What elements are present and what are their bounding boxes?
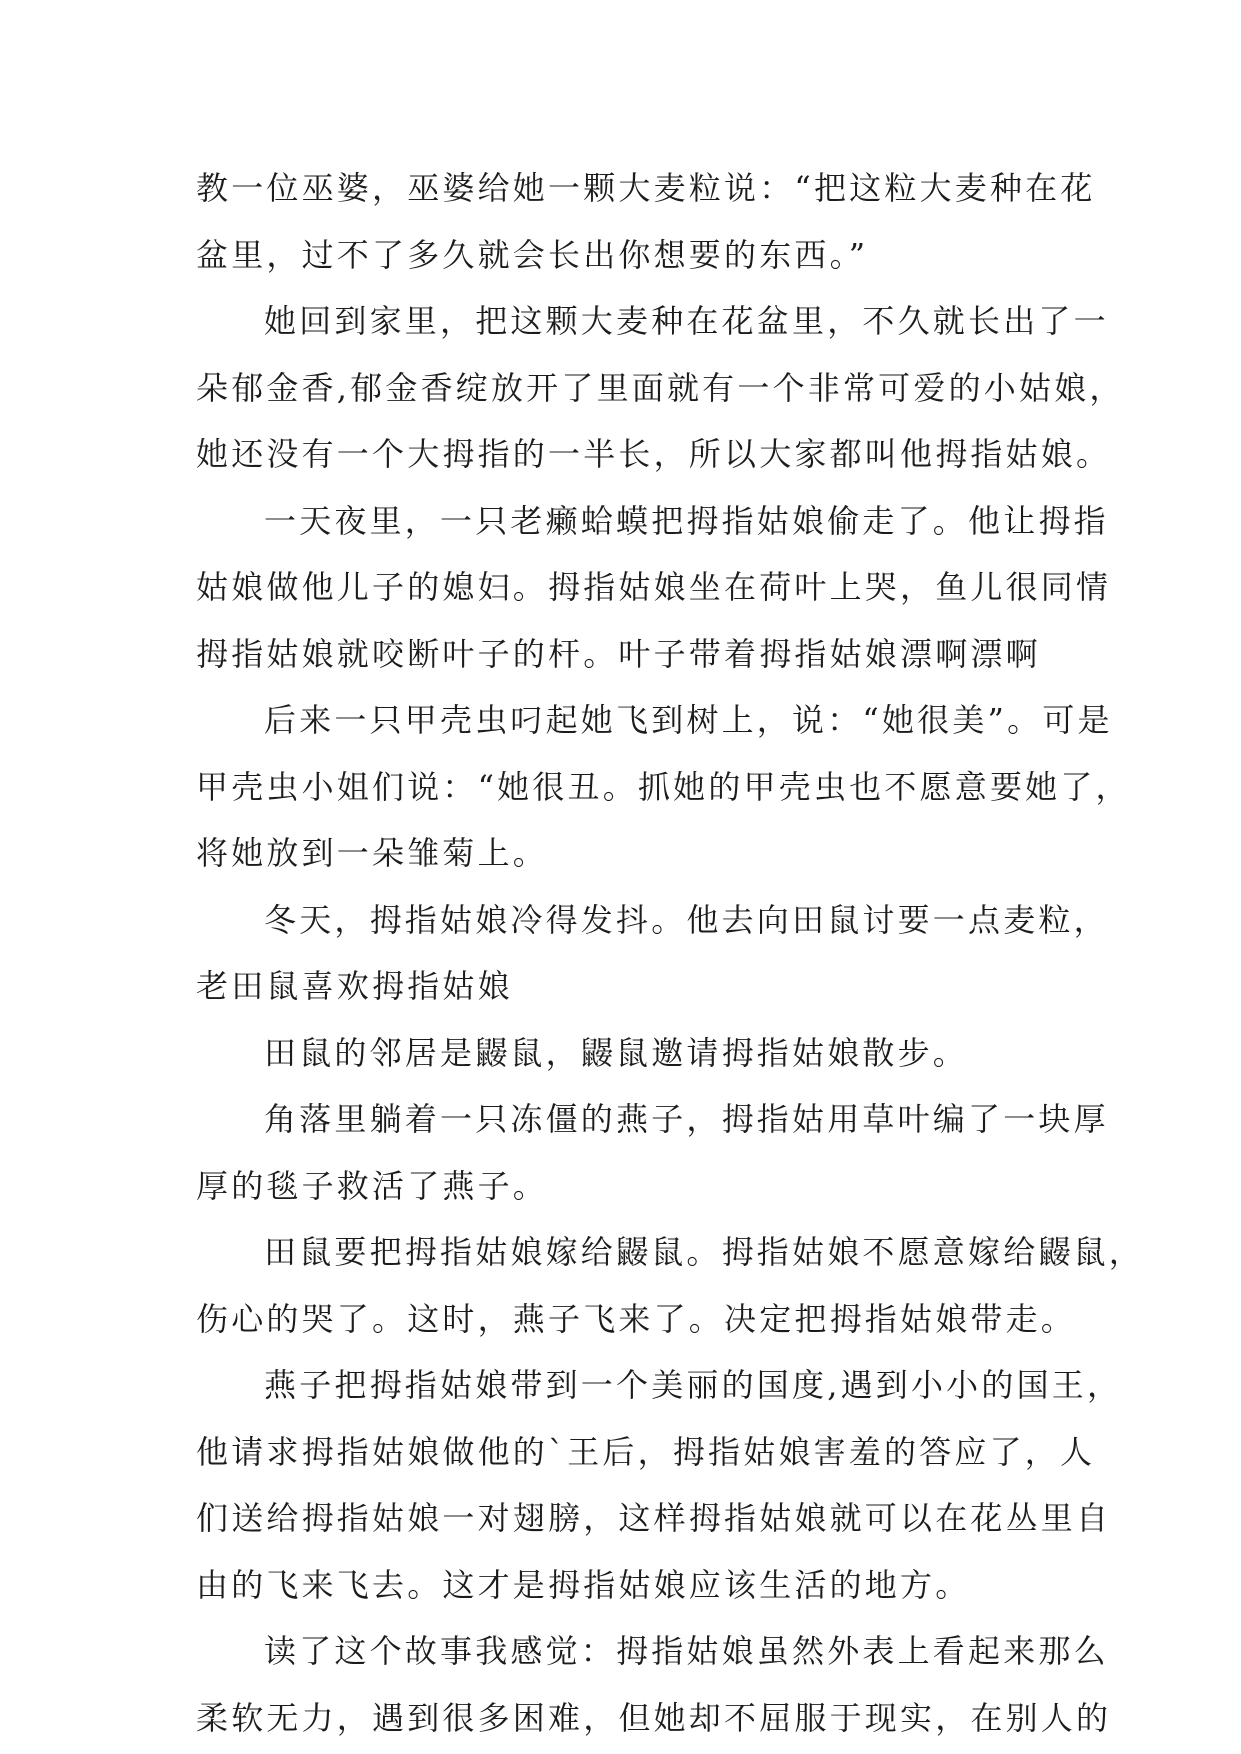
text-line: 们送给拇指姑娘一对翅膀，这样拇指姑娘就可以在花丛里自	[196, 1499, 1112, 1537]
text-line: 朵郁金香,郁金香绽放开了里面就有一个非常可爱的小姑娘，	[196, 368, 1125, 407]
text-line: 后来一只甲壳虫叼起她飞到树上，说：“她很美”。可是	[264, 701, 1113, 739]
text-line: 由的飞来飞去。这才是拇指姑娘应该生活的地方。	[196, 1565, 971, 1604]
text-line: 他请求拇指姑娘做他的`王后，拇指姑娘害羞的答应了，人	[196, 1432, 1096, 1471]
text-line: 将她放到一朵雏菊上。	[196, 834, 549, 872]
text-line: 老田鼠喜欢拇指姑娘	[196, 967, 513, 1005]
text-line: 她还没有一个大拇指的一半长，所以大家都叫他拇指姑娘。	[196, 435, 1112, 473]
text-line: 伤心的哭了。这时，燕子飞来了。决定把拇指姑娘带走。	[196, 1299, 1077, 1338]
text-line: 田鼠要把拇指姑娘嫁给鼹鼠。拇指姑娘不愿意嫁给鼹鼠，	[264, 1233, 1145, 1271]
text-line: 厚的毯子救活了燕子。	[196, 1166, 549, 1205]
text-line: 燕子把拇指姑娘带到一个美丽的国度,遇到小小的国王，	[264, 1366, 1123, 1404]
text-line: 教一位巫婆，巫婆给她一颗大麦粒说：“把这粒大麦种在花	[196, 169, 1096, 207]
text-line: 盆里，过不了多久就会长出你想要的东西。”	[196, 235, 869, 274]
document-body	[196, 155, 1145, 1751]
text-line: 她回到家里，把这颗大麦种在花盆里，不久就长出了一	[264, 302, 1109, 340]
text-line: 角落里躺着一只冻僵的燕子，拇指姑用草叶编了一块厚	[264, 1100, 1109, 1138]
text-line: 一天夜里，一只老癞蛤蟆把拇指姑娘偷走了。他让拇指	[264, 501, 1109, 540]
text-line: 拇指姑娘就咬断叶子的杆。叶子带着拇指姑娘漂啊漂啊	[196, 634, 1041, 673]
text-line: 读了这个故事我感觉：拇指姑娘虽然外表上看起来那么	[264, 1632, 1109, 1670]
text-line: 甲壳虫小姐们说：“她很丑。抓她的甲壳虫也不愿意要她了，	[196, 767, 1131, 806]
text-line: 柔软无力，遇到很多困难，但她却不屈服于现实，在别人的	[196, 1698, 1112, 1737]
text-line: 姑娘做他儿子的媳妇。拇指姑娘坐在荷叶上哭，鱼儿很同情	[196, 568, 1112, 606]
text-line: 田鼠的邻居是鼹鼠，鼹鼠邀请拇指姑娘散步。	[264, 1033, 969, 1072]
text-line: 冬天，拇指姑娘冷得发抖。他去向田鼠讨要一点麦粒，	[264, 900, 1109, 939]
